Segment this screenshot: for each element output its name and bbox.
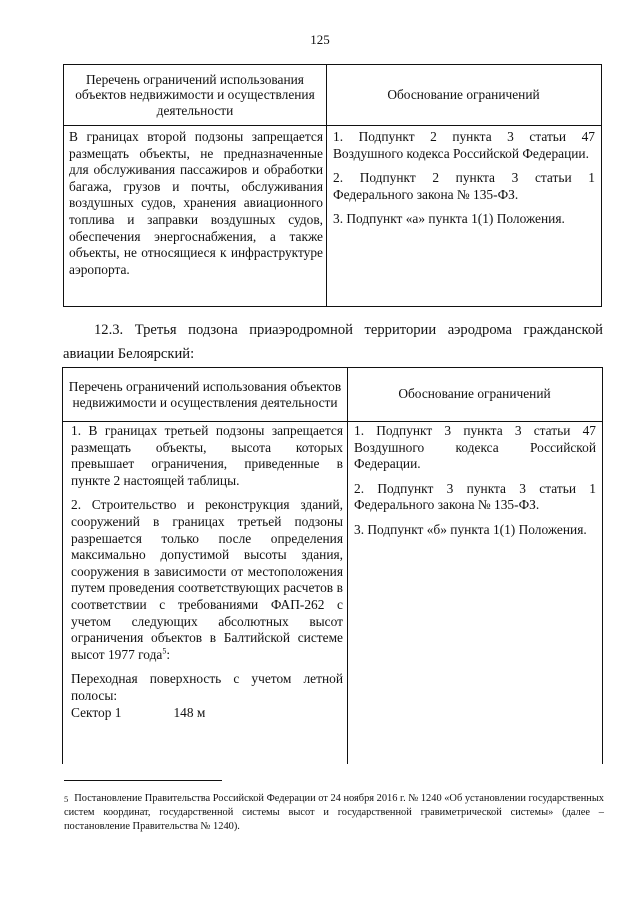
footnote <box>64 792 604 834</box>
sector-row <box>71 705 343 722</box>
footnote-text: Постановление Правительства Российской Федерации от 24 ноября 2016 г. № 1240 «Об установлении государственных систем координат, государственной системы высот и государственной гравиметрической системы» (далее – постановление Правительства № 1240). <box>64 793 604 832</box>
sector-value: 148 м <box>173 704 206 720</box>
sector-label: Сектор 1 <box>71 704 122 720</box>
header-justification: Обоснование ограничений <box>398 386 551 402</box>
section-heading-third-subzone: 12.3. Третья подзона приаэродромной территории аэродрома гражданской авиации Белоярский: <box>63 322 603 362</box>
header-restrictions-list: Перечень ограничений использования объектов недвижимости и осуществления деятельности <box>68 379 342 410</box>
justification-list <box>333 129 595 228</box>
restriction-paragraph-2 <box>71 497 343 663</box>
restriction-text <box>69 129 323 278</box>
footnote-reference[interactable]: 5 <box>162 646 167 656</box>
restriction-text <box>71 423 343 721</box>
restrictions-table-second-subzone <box>63 64 602 307</box>
justification-item: 2. Подпункт 3 пункта 3 статьи 1 Федерального закона № 135-ФЗ. <box>354 480 596 513</box>
restriction-paragraph-3: Переходная поверхность с учетом летной полосы: <box>71 671 343 703</box>
justification-item: 2. Подпункт 2 пункта 3 статьи 1 Федерального закона № 135-ФЗ. <box>333 170 595 202</box>
header-justification: Обоснование ограничений <box>387 86 540 102</box>
restrictions-table-third-subzone <box>62 367 603 764</box>
restriction-paragraph-2-end: : <box>166 646 171 662</box>
justification-item: 3. Подпункт «а» пункта 1(1) Положения. <box>333 211 565 227</box>
justification-item: 3. Подпункт «б» пункта 1(1) Положения. <box>354 521 587 537</box>
justification-list <box>354 423 596 539</box>
justification-item: 1. Подпункт 3 пункта 3 статьи 47 Воздушного кодекса Российской Федерации. <box>354 423 596 472</box>
column-divider <box>347 368 348 764</box>
restriction-paragraph-1: 1. В границах третьей подзоны запрещается размещать объекты, высота которых превышает ограничения, приведенные в пункте 2 настоящей таблицы. <box>71 423 343 488</box>
justification-item: 1. Подпункт 2 пункта 3 статьи 47 Воздушного кодекса Российской Федерации. <box>333 129 595 161</box>
page-number: 125 <box>310 32 330 47</box>
footnote-mark: 5 <box>64 794 69 804</box>
restriction-paragraph-2-text: 2. Строительство и реконструкция зданий, сооружений в границах третьей подзоны разрешается только после определения максимально допустимой высоты здания, сооружения в зависимости от местоположения путем проведения соответствующих расчетов в соответствии с требованиями ФАП-262 с учетом следующих абсолютных высот ограничения объектов в Балтийской системе высот 1977 года <box>71 497 343 662</box>
header-restrictions-list: Перечень ограничений использования объектов недвижимости и осуществления деятельности <box>75 71 315 118</box>
footnote-separator <box>64 780 222 781</box>
restriction-paragraph: В границах второй подзоны запрещается размещать объекты, не предназначенные для обслуживания пассажиров и обработки багажа, грузов и почты, обслуживания воздушных судов, хранения авиационного топлива и заправки воздушных судов, обеспечения энергоснабжения, а также объекты, не относящиеся к инфраструктуре аэропорта. <box>69 129 323 277</box>
